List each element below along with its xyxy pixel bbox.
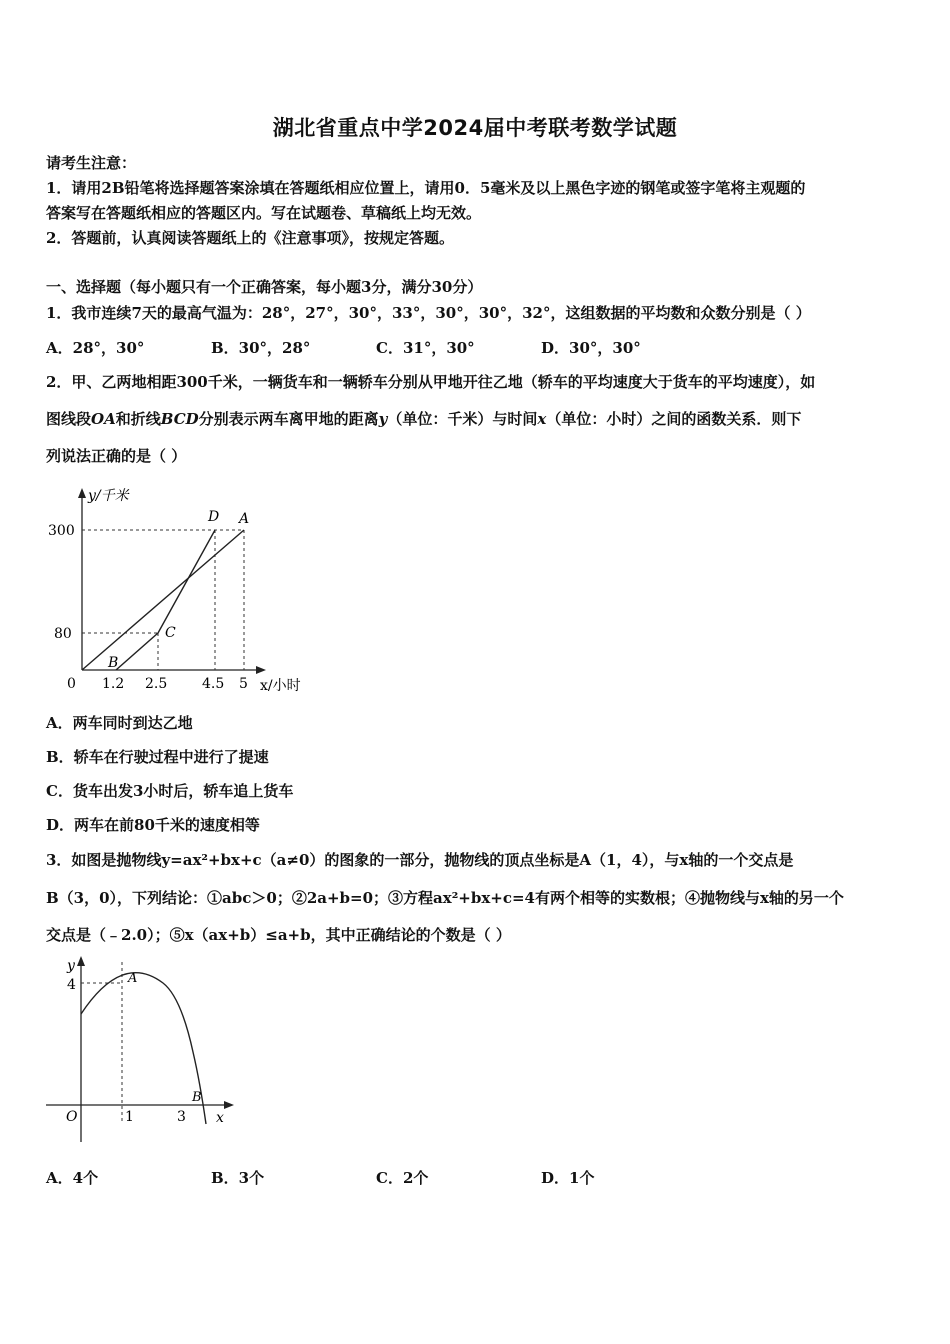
q3-y-label: y [67, 958, 75, 974]
q2-xtick-12: 1.2 [102, 676, 125, 692]
q2-point-b: B [108, 655, 119, 671]
q2-ytick-80: 80 [54, 626, 72, 642]
q3-line-1: 3．如图是抛物线y=ax²+bx+c（a≠0）的图象的一部分，抛物线的顶点坐标是A（1，4），与x轴的一个交点是 [46, 851, 794, 869]
q2-xtick-5: 5 [239, 676, 248, 692]
section-heading: 一、选择题（每小题只有一个正确答案，每小题3分，满分30分） [46, 278, 483, 296]
q2-line-1: 2．甲、乙两地相距300千米，一辆货车和一辆轿车分别从甲地开往乙地（轿车的平均速度大于货车的平均速度），如 [46, 373, 816, 391]
q2-point-c: C [165, 625, 176, 641]
q2-point-d: D [208, 509, 220, 525]
q2-var-bcd: BCD [160, 410, 199, 428]
q2-text-a: 图线段 [46, 410, 92, 428]
q2-polyline-bcd [116, 530, 215, 670]
q3-parabola-curve [81, 973, 206, 1124]
q2-option-b[interactable]: B．轿车在行驶过程中进行了提速 [46, 748, 269, 766]
q3-point-b: B [192, 1090, 202, 1105]
q2-segment-oa [82, 530, 244, 670]
q3-ytick-4: 4 [67, 977, 76, 993]
q2-point-a: A [239, 511, 250, 527]
notice-line-3: 2．答题前，认真阅读答题纸上的《注意事项》，按规定答题。 [46, 229, 454, 247]
q2-y-arrow [78, 488, 86, 498]
q2-option-d[interactable]: D．两车在前80千米的速度相等 [46, 816, 260, 834]
q2-x-arrow [256, 666, 266, 674]
q1-option-a[interactable]: A．28°，30° [46, 339, 145, 357]
notice-line-2: 答案写在答题纸相应的答题区内。写在试题卷、草稿纸上均无效。 [46, 204, 482, 222]
q3-line-3: 交点是（﹣2.0）；⑤x（ax+b）≤a+b，其中正确结论的个数是（ ） [46, 926, 511, 944]
q1-stem: 1．我市连续7天的最高气温为：28°，27°，30°，33°，30°，30°，32°，这组数据的平均数和众数分别是（ ） [46, 304, 811, 322]
q3-option-a[interactable]: A．4个 [46, 1169, 99, 1187]
q2-var-y: y [378, 410, 388, 428]
q2-var-oa: OA [91, 410, 116, 428]
q3-option-c[interactable]: C．2个 [376, 1169, 429, 1187]
q3-option-b[interactable]: B．3个 [211, 1169, 265, 1187]
q3-y-arrow [77, 956, 85, 966]
q1-option-d[interactable]: D．30°，30° [541, 339, 641, 357]
q3-option-d[interactable]: D．1个 [541, 1169, 595, 1187]
q2-xtick-0: 0 [67, 676, 76, 692]
q3-point-a: A [128, 971, 138, 986]
q3-xtick-1: 1 [125, 1109, 134, 1125]
q3-origin: O [66, 1109, 78, 1125]
q2-var-x: x [537, 410, 547, 428]
q2-text-d: （单位：千米）与时间 [387, 410, 538, 428]
page-title: 湖北省重点中学2024届中考联考数学试题 [272, 116, 678, 140]
q2-text-b: 和折线 [115, 410, 161, 428]
q2-xtick-45: 4.5 [202, 676, 225, 692]
q1-option-b[interactable]: B．30°，28° [211, 339, 311, 357]
q2-ytick-300: 300 [48, 523, 75, 539]
q3-x-arrow [224, 1101, 234, 1109]
q1-option-c[interactable]: C．31°，30° [376, 339, 475, 357]
q2-xtick-25: 2.5 [145, 676, 168, 692]
q2-line-3: 列说法正确的是（ ） [46, 447, 187, 465]
q2-text-e: （单位：小时）之间的函数关系．则下 [546, 410, 802, 428]
q3-line-2: B（3，0），下列结论：①abc＞0；②2a+b=0；③方程ax²+bx+c=4有两个相等的实数根；④抛物线与x轴的另一个 [46, 889, 844, 907]
q2-distance-time-graph [40, 480, 310, 700]
q3-x-label: x [216, 1110, 224, 1126]
q3-xtick-3: 3 [177, 1109, 186, 1125]
q2-text-c: 分别表示两车离甲地的距离 [198, 410, 379, 428]
q2-option-c[interactable]: C．货车出发3小时后，轿车追上货车 [46, 782, 294, 800]
notice-heading: 请考生注意： [46, 154, 137, 172]
q3-parabola-graph [40, 952, 240, 1152]
q2-x-label: x/小时 [260, 678, 301, 694]
q2-line-2 [46, 408, 801, 429]
q2-y-label: y/千米 [88, 488, 129, 504]
q2-option-a[interactable]: A．两车同时到达乙地 [46, 714, 193, 732]
notice-line-1: 1．请用2B铅笔将选择题答案涂填在答题纸相应位置上，请用0．5毫米及以上黑色字迹的钢笔或签字笔将主观题的 [46, 179, 806, 197]
